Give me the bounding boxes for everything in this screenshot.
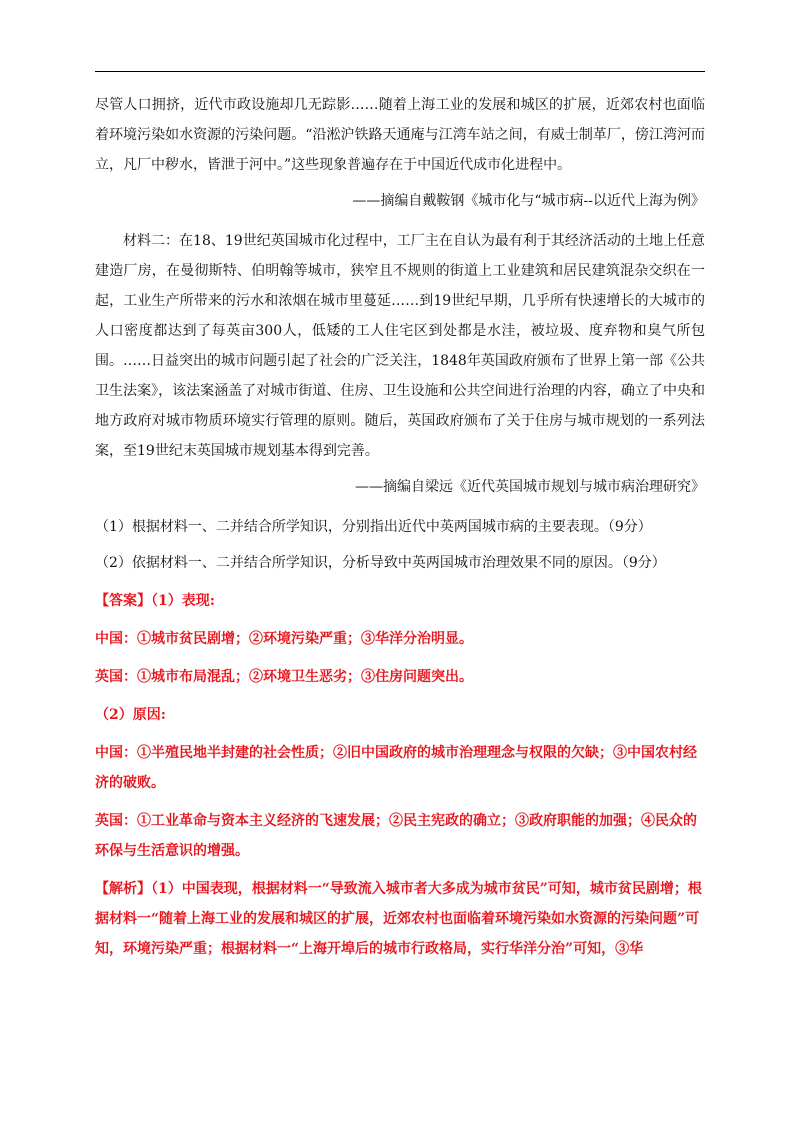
document-body [95, 90, 705, 970]
analysis-tag: 【解析】 [95, 881, 151, 897]
question-1: （1）根据材料一、二并结合所学知识，分别指出近代中英两国城市病的主要表现。（9分） [95, 519, 652, 535]
answer-part1-heading: （1）表现: [151, 593, 215, 609]
material-1-tail: 尽管人口拥挤，近代市政设施却几无踪影……随着上海工业的发展和城区的扩展，近郊农村也面临着环境污染如水资源的污染问题。“沿淞沪铁路天通庵与江湾车站之间，有威士制革厂，傍江湾河而立，凡厂中秽水，皆泄于河中。”这些现象普遍存在于中国近代成市化进程中。 [95, 97, 705, 173]
answer-part2-heading: （2）原因: [95, 707, 166, 723]
analysis-text: （1）中国表现，根据材料一“导致流入城市者大多成为城市贫民”可知，城市贫民剧增；根据材料一“随着上海工业的发展和城区的扩展，近郊农村也面临着环境污染如水资源的污染问题”可知，环境污染严重；根据材料一“上海开埠后的城市行政格局，实行华洋分治”可知，③华 [95, 881, 702, 957]
analysis-paragraph [95, 874, 705, 964]
answer-part1-china: 中国：①城市贫民剧增；②环境污染严重；③华洋分治明显。 [95, 631, 473, 647]
answer-part1-britain: 英国：①城市布局混乱；②环境卫生恶劣；③住房问题突出。 [95, 669, 473, 685]
answer-part2-britain: 英国：①工业革命与资本主义经济的飞速发展；②民主宪政的确立；③政府职能的加强；④民众的环保与生活意识的增强。 [95, 813, 697, 859]
material-2: 材料二：在18、19世纪英国城市化过程中，工厂主在自认为最有利于其经济活动的土地上任意建造厂房，在曼彻斯特、伯明翰等城市，狭窄且不规则的街道上工业建筑和居民建筑混杂交织在一起，工业生产所带来的污水和浓烟在城市里蔓延……到19世纪早期，几乎所有快速增长的大城市的人口密度都达到了每英亩300人，低矮的工人住宅区到处都是水洼，被垃圾、度弃物和臭气所包围。……日益突出的城市问题引起了社会的广泛关注，1848年英国政府颁布了世界上第一部《公共卫生法案》，该法案涵盖了对城市街道、住房、卫生设施和公共空间进行治理的内容，确立了中央和地方政府对城市物质环境实行管理的原则。随后，英国政府颁布了关于住房与城市规划的一系列法案，至19世纪末英国城市规划基本得到完善。 [95, 233, 705, 459]
question-2: （2）依据材料一、二并结合所学知识，分析导致中英两国城市治理效果不同的原因。（9分） [95, 555, 666, 571]
answer-tag: 【答案】 [95, 593, 151, 609]
header-rule [95, 71, 705, 72]
source-citation-1: ——摘编自戴鞍钢《城市化与“城市病--以近代上海为例》 [352, 193, 705, 209]
answer-heading-1 [95, 586, 705, 616]
source-citation-2: ——摘编自梁远《近代英国城市规划与城市病治理研究》 [355, 479, 705, 495]
answer-part2-china: 中国：①半殖民地半封建的社会性质；②旧中国政府的城市治理理念与权限的欠缺；③中国农村经济的破败。 [95, 745, 697, 791]
